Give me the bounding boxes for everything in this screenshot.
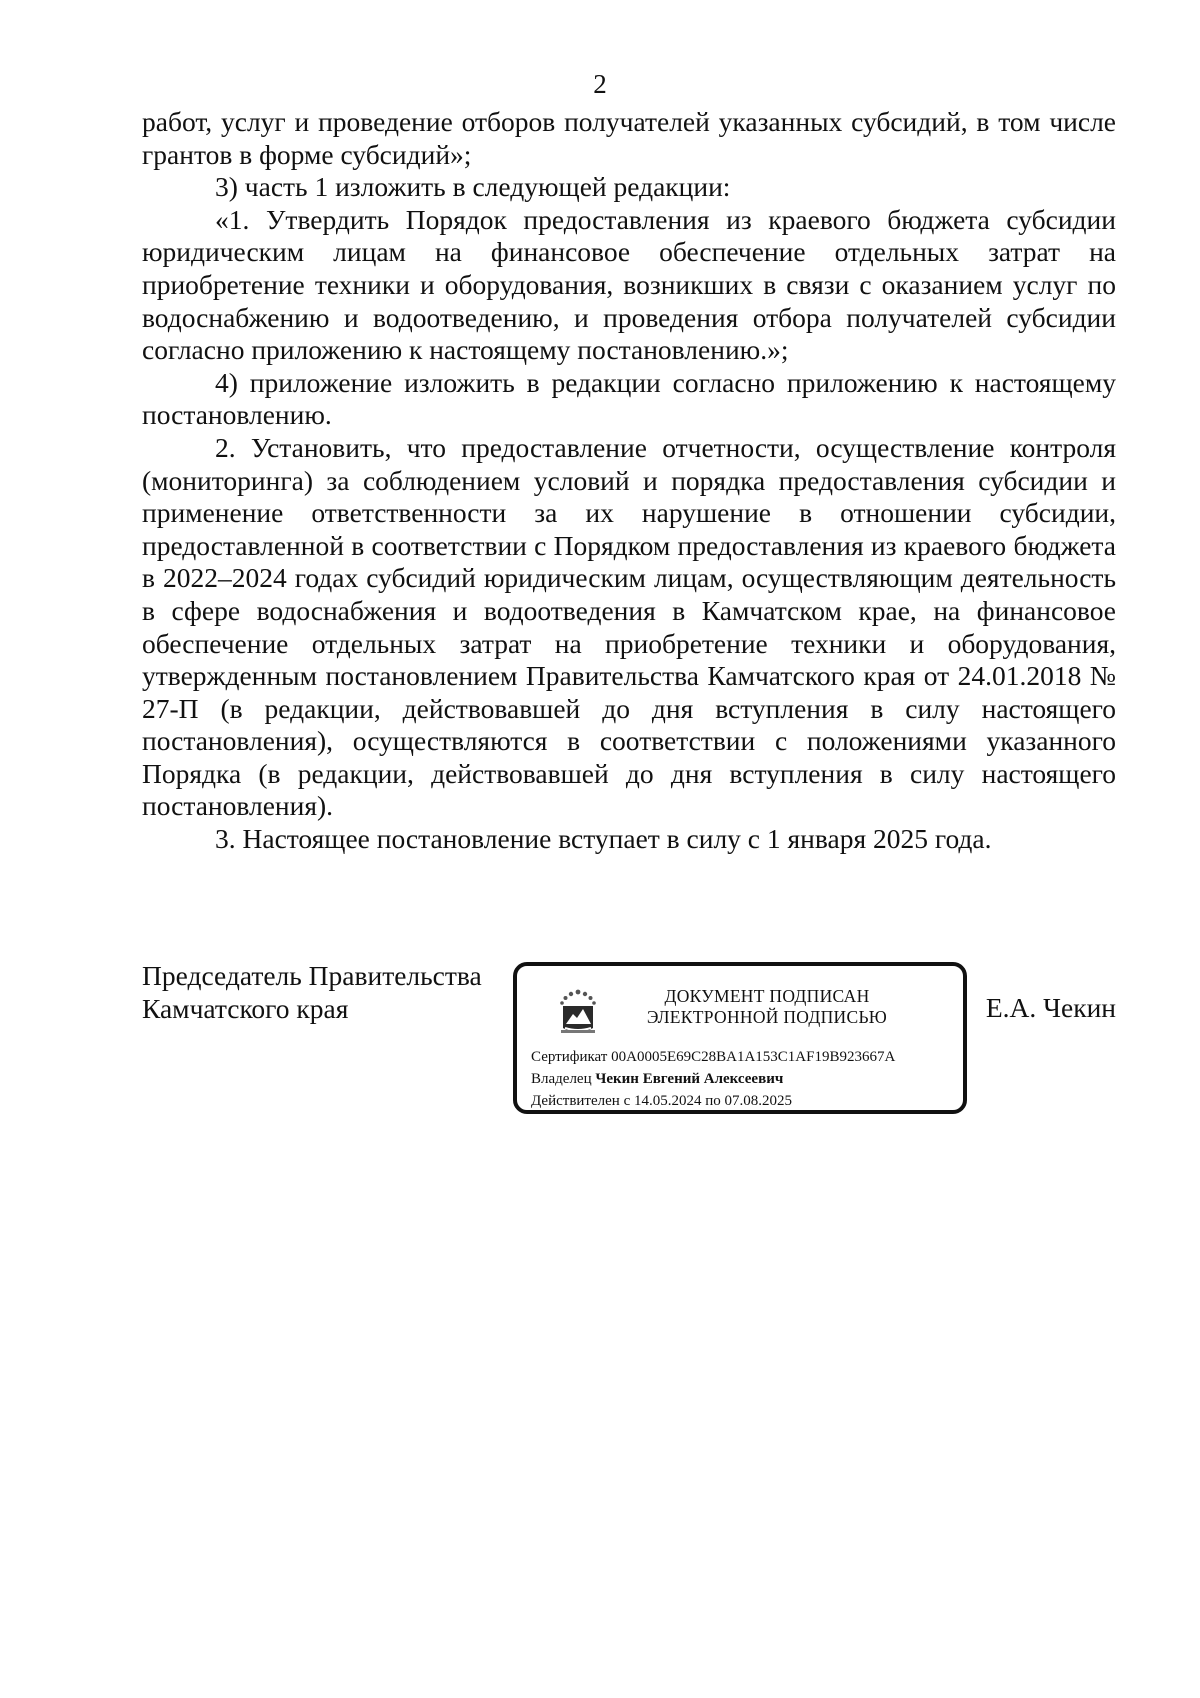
document-body	[142, 106, 1116, 856]
certificate-label: Сертификат	[531, 1049, 608, 1065]
stamp-details	[531, 1046, 895, 1112]
paragraph-quoted-part-1: «1. Утвердить Порядок предоставления из краевого бюджета субсидии юридическим лицам на финансовое обеспечение отдельных затрат на приобретение техники и оборудования, возникших в связи с оказанием услуг по водоснабжению и водоотведению, и проведения отбора получателей субсидии согласно приложению к настоящему постановлению.»;	[142, 203, 1116, 366]
paragraph-continuation: работ, услуг и проведение отборов получателей указанных субсидий, в том числе грантов в форме субсидий»;	[142, 106, 1116, 170]
owner-label: Владелец	[531, 1071, 592, 1087]
stamp-header-line-2: ЭЛЕКТРОННОЙ ПОДПИСЬЮ	[646, 1007, 888, 1027]
stamp-certificate-line	[531, 1046, 895, 1068]
paragraph-clause-2: 2. Установить, что предоставление отчетности, осуществление контроля (мониторинга) за соблюдением условий и порядка предоставления субсидии и применение ответственности за их нарушение в отношении субсидии, предоставленной в соответствии с Порядком предоставления из краевого бюджета в 2022–2024 годах субсидий юридическим лицам, осуществляющим деятельность в сфере водоснабжения и водоотведения в Камчатском крае, на финансовое обеспечение отдельных затрат на приобретение техники и оборудования, утвержденным постановлением Правительства Камчатского края от 24.01.2018 № 27-П (в редакции, действовавшей до дня вступления в силу настоящего постановления), осуществляются в соответствии с положениями указанного Порядка (в редакции, действовавшей до дня вступления в силу настоящего постановления).	[142, 431, 1116, 822]
page-number: 2	[593, 69, 607, 99]
electronic-signature-stamp	[513, 962, 967, 1114]
owner-value: Чекин Евгений Алексеевич	[595, 1071, 784, 1087]
signer-title-line-2: Камчатского края	[142, 992, 349, 1024]
stamp-validity-line	[531, 1090, 895, 1112]
signer-title	[142, 960, 482, 1025]
kamchatka-emblem-icon	[553, 984, 603, 1040]
certificate-value: 00A0005E69C28BA1A153C1AF19B923667A	[611, 1049, 896, 1065]
valid-label: Действителен	[531, 1093, 620, 1109]
paragraph-clause-3: 3. Настоящее постановление вступает в силу с 1 января 2025 года.	[215, 823, 992, 855]
signer-title-line-1: Председатель Правительства	[142, 960, 482, 991]
stamp-owner-line	[531, 1068, 895, 1090]
paragraph-item-3: 3) часть 1 изложить в следующей редакции:	[215, 171, 731, 203]
stamp-header-line-1: ДОКУМЕНТ ПОДПИСАН	[664, 986, 870, 1006]
valid-from-label: с	[623, 1093, 631, 1109]
signer-name: Е.А. Чекин	[985, 992, 1116, 1023]
valid-to-date: 07.08.2025	[724, 1093, 793, 1109]
valid-from-date: 14.05.2024	[633, 1093, 702, 1109]
valid-to-label: по	[705, 1093, 721, 1109]
signature-block	[142, 960, 1116, 1130]
stamp-header	[617, 986, 917, 1028]
paragraph-item-4: 4) приложение изложить в редакции согласно приложению к настоящему постановлению.	[142, 366, 1116, 431]
